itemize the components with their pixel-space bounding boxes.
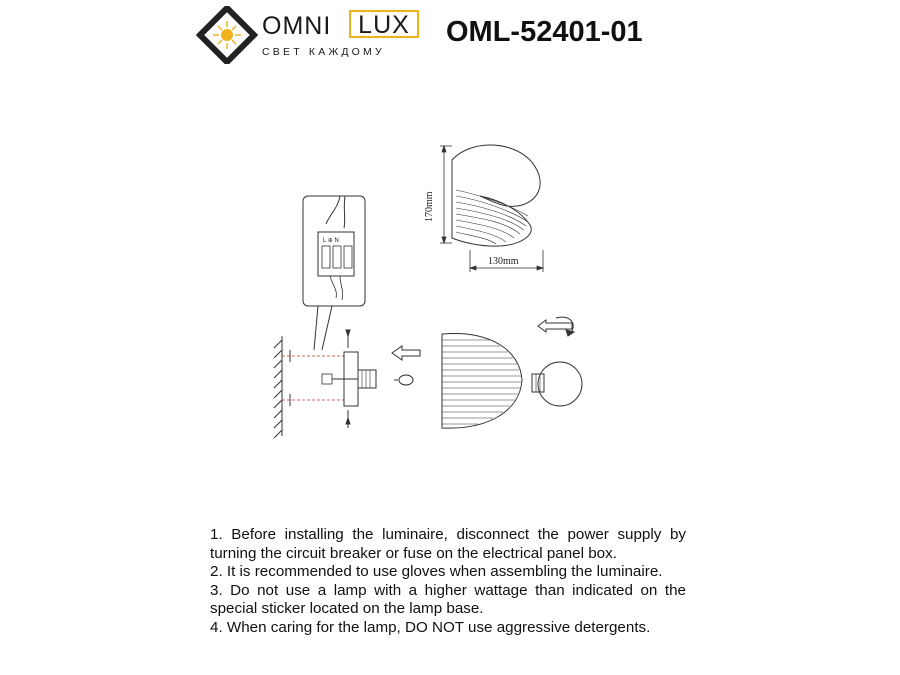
terminal-labels: L ⊕ N	[323, 238, 339, 244]
brand-name-omni: OMNI	[262, 12, 332, 40]
instruction-item: 1. Before installing the luminaire, disconnect the power supply by turning the circuit breaker or fuse on the electrical panel box.	[210, 526, 686, 562]
model-number: OML-52401-01	[446, 16, 643, 48]
rotation-arrow-icon	[538, 317, 574, 336]
brand-name-lux: LUX	[358, 11, 410, 39]
instruction-item: 4. When caring for the lamp, DO NOT use aggressive detergents.	[210, 618, 651, 636]
terminal-callout	[303, 196, 365, 350]
mounting-bracket	[282, 330, 413, 428]
instruction-item: 3. Do not use a lamp with a higher wattage than indicated on the special sticker located on the lamp base.	[210, 581, 686, 618]
width-label: 130mm	[488, 256, 519, 267]
ring-clip	[532, 362, 582, 406]
instructions-list	[210, 526, 686, 638]
height-dimension	[440, 146, 452, 243]
height-label: 170mm	[424, 191, 435, 222]
wall-section	[274, 336, 282, 438]
lamp-front-view	[452, 145, 540, 246]
assembly-arrow-left	[392, 346, 420, 360]
brand-tagline: СВЕТ КАЖДОМУ	[262, 46, 385, 58]
lamp-side-view	[442, 333, 522, 428]
instruction-item: 2. It is recommended to use gloves when assembling the luminaire.	[210, 563, 663, 581]
